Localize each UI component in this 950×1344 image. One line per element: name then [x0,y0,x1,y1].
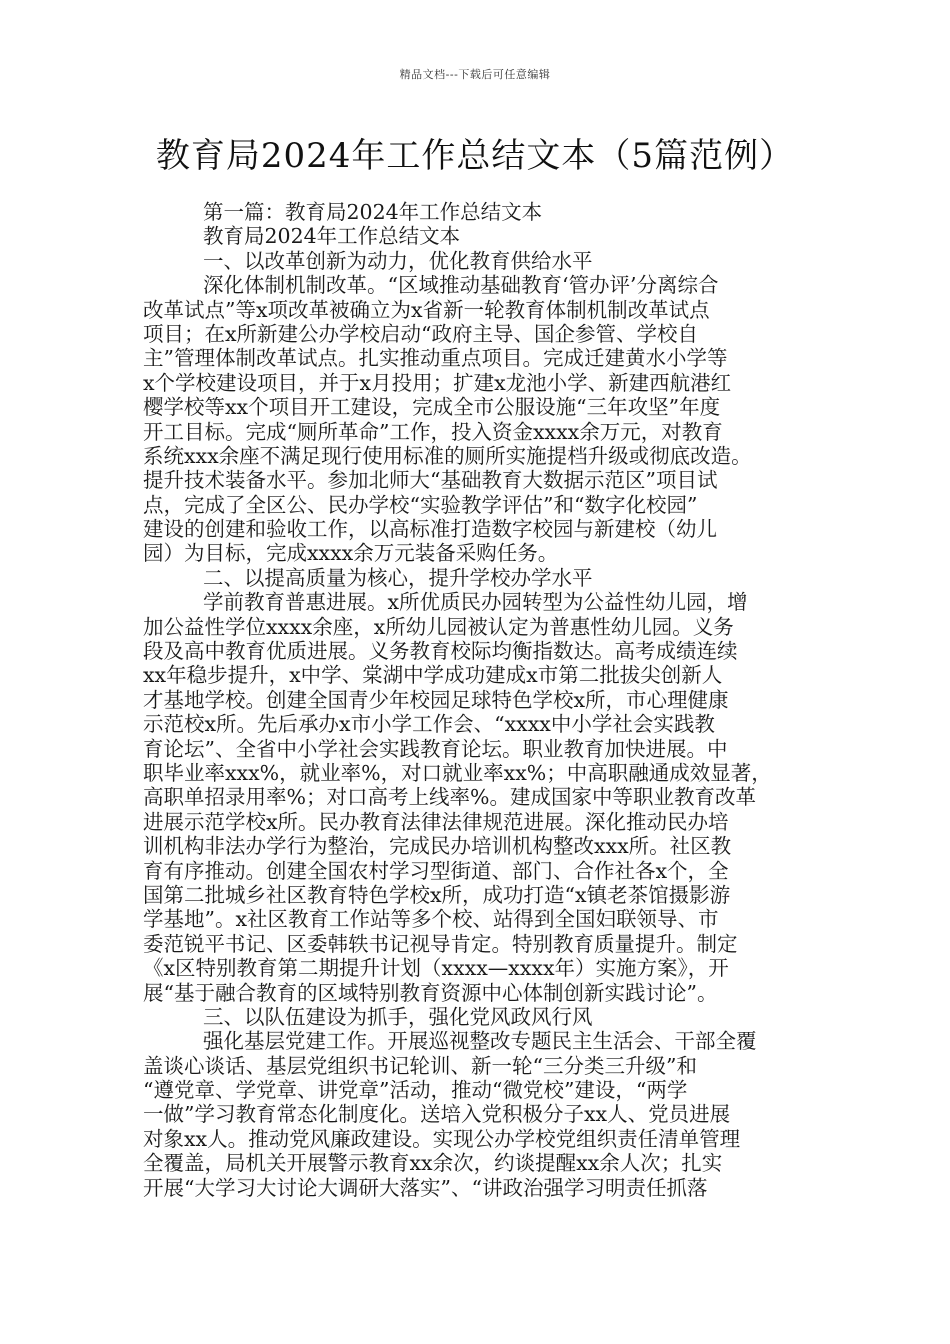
body-line: 提升技术装备水平。参加北师大“基础教育大数据示范区”项目试 [143,468,718,493]
body-line: 训机构非法办学行为整治，完成民办培训机构整改xxx所。社区教 [143,834,732,859]
body-line: xx年稳步提升，x中学、棠湖中学成功建成x市第二批拔尖创新人 [143,663,723,688]
body-line: 国第二批城乡社区教育特色学校x所，成功打造“x镇老茶馆摄影游 [143,882,731,907]
body-line: 育有序推动。创建全国农村学习型街道、部门、合作社各x个，全 [143,858,729,883]
body-line: 二、以提高质量为核心，提升学校办学水平 [203,565,593,590]
body-line: 加公益性学位xxxx余座，x所幼儿园被认定为普惠性幼儿园。义务 [143,614,734,639]
body-line: 育论坛”、全省中小学社会实践教育论坛。职业教育加快进展。中 [143,736,728,761]
body-line: 才基地学校。创建全国青少年校园足球特色学校x所，市心理健康 [143,687,729,712]
body-line: 园）为目标，完成xxxx余万元装备采购任务。 [143,541,559,566]
body-line: 主”管理体制改革试点。扎实推动重点项目。完成迁建黄水小学等 [143,346,728,371]
body-line: 三、以队伍建设为抓手，强化党风政风行风 [203,1004,593,1029]
body-line: 段及高中教育优质进展。义务教育校际均衡指数达。高考成绩连续 [143,639,738,664]
body-line: “遵党章、学党章、讲党章”活动，推动“微党校”建设，“两学 [143,1078,688,1103]
body-line: 《x区特别教育第二期提升计划（xxxx—xxxx年）实施方案》，开 [143,956,729,981]
body-line: 展“基于融合教育的区域特别教育资源中心体制创新实践讨论”。 [143,980,718,1005]
body-line: 示范校x所。先后承办x市小学工作会、“xxxx中小学社会实践教 [143,712,715,737]
body-line: 一、以改革创新为动力，优化教育供给水平 [203,248,593,273]
document-title: 教育局2024年工作总结文本（5篇范例） [155,136,795,176]
body-line: 开工目标。完成“厕所革命”工作，投入资金xxxx余万元，对教育 [143,419,723,444]
body-line: 深化体制机制改革。“区域推动基础教育‘管办评’分离综合 [203,273,719,298]
body-line: x个学校建设项目，并于x月投用；扩建x龙池小学、新建西航港红 [143,370,732,395]
body-line: 樱学校等xx个项目开工建设，完成全市公服设施“三年攻坚”年度 [143,395,721,420]
body-line: 第一篇：教育局2024年工作总结文本 [203,200,543,224]
body-line: 盖谈心谈话、基层党组织书记轮训、新一轮“三分类三升级”和 [143,1053,697,1078]
body-line: 高职单招录用率%；对口高考上线率%。建成国家中等职业教育改革 [143,785,756,810]
body-line: 职毕业率xxx%，就业率%，对口就业率xx%；中高职融通成效显著， [143,760,772,785]
body-line: 强化基层党建工作。开展巡视整改专题民主生活会、干部全覆 [203,1029,757,1054]
body-line: 开展“大学习大讨论大调研大落实”、“讲政治强学习明责任抓落 [143,1175,708,1200]
body-line: 改革试点”等x项改革被确立为x省新一轮教育体制机制改革试点 [143,297,710,322]
body-line: 系统xxx余座不满足现行使用标准的厕所实施提档升级或彻底改造。 [143,443,752,468]
body-line: 进展示范学校x所。民办教育法律法律规范进展。深化推动民办培 [143,809,729,834]
document-body [143,200,819,1200]
body-line: 全覆盖，局机关开展警示教育xx余次，约谈提醒xx余人次；扎实 [143,1151,723,1176]
header-note: 精品文档---下载后可任意编辑 [399,68,551,81]
body-line: 一做”学习教育常态化制度化。送培入党积极分子xx人、党员进展 [143,1102,731,1127]
body-line: 学前教育普惠进展。x所优质民办园转型为公益性幼儿园，增 [203,590,748,615]
body-line: 点，完成了全区公、民办学校“实验教学评估”和“数字化校园” [143,492,698,517]
body-line: 对象xx人。推动党风廉政建设。实现公办学校党组织责任清单管理 [143,1126,741,1151]
body-line: 建设的创建和验收工作，以高标准打造数字校园与新建校（幼儿 [143,517,717,542]
body-line: 委范锐平书记、区委韩轶书记视导肯定。特别教育质量提升。制定 [143,931,738,956]
body-line: 学基地”。x社区教育工作站等多个校、站得到全国妇联领导、市 [143,907,719,932]
body-line: 项目；在x所新建公办学校启动“政府主导、国企参管、学校自 [143,321,699,346]
body-line: 教育局2024年工作总结文本 [203,224,461,249]
